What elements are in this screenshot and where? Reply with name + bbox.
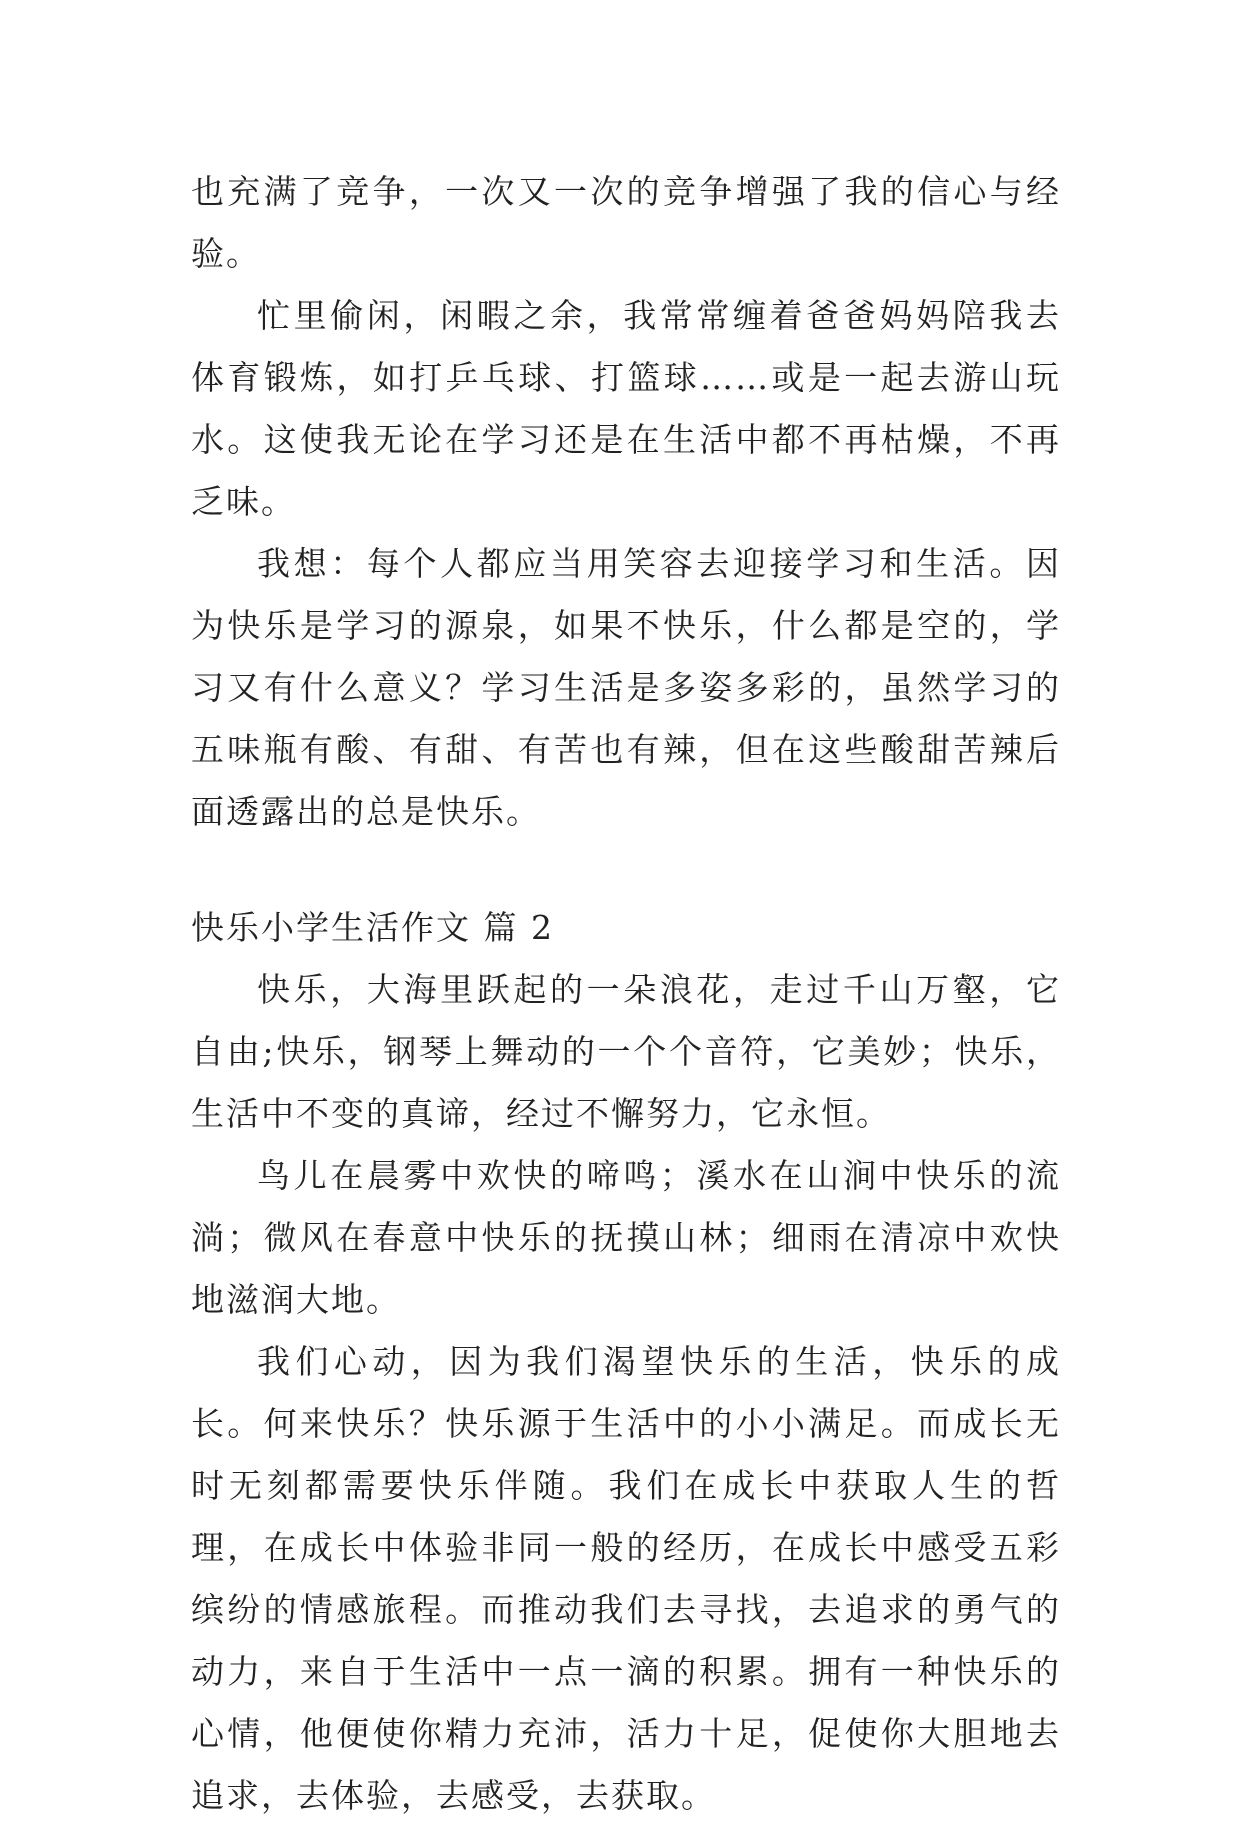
paragraph-growth: 我们心动，因为我们渴望快乐的生活，快乐的成长。何来快乐？快乐源于生活中的小小满足。而成长无时无刻都需要快乐伴随。我们在成长中获取人生的哲理，在成长中体验非同一般的经历，在成长中感受五彩缤纷的情感旅程。而推动我们去寻找，去追求的勇气的动力，来自于生活中一点一滴的积累。拥有一种快乐的心情，他便使你精力充沛，活力十足，促使你大胆地去追求，去体验，去感受，去获取。 [191, 1342, 1061, 1815]
paragraph-nature: 鸟儿在晨雾中欢快的啼鸣；溪水在山涧中快乐的流淌；微风在春意中快乐的抚摸山林；细雨在清凉中欢快地滋润大地。 [191, 1156, 1061, 1319]
document-body [191, 161, 1061, 1827]
paragraph-leisure: 忙里偷闲，闲暇之余，我常常缠着爸爸妈妈陪我去体育锻炼，如打乒乓球、打篮球……或是一起去游山玩水。这使我无论在学习还是在生活中都不再枯燥，不再乏味。 [191, 296, 1061, 521]
paragraph-thoughts: 我想：每个人都应当用笑容去迎接学习和生活。因为快乐是学习的源泉，如果不快乐，什么都是空的，学习又有什么意义？学习生活是多姿多彩的，虽然学习的五味瓶有酸、有甜、有苦也有辣，但在这些酸甜苦辣后面透露出的总是快乐。 [191, 544, 1061, 831]
paragraph-continuation: 也充满了竞争，一次又一次的竞争增强了我的信心与经验。 [191, 172, 1061, 273]
section-heading: 快乐小学生活作文 篇 2 [191, 908, 554, 947]
paragraph-happiness-metaphors: 快乐，大海里跃起的一朵浪花，走过千山万壑，它自由;快乐，钢琴上舞动的一个个音符，它美妙；快乐，生活中不变的真谛，经过不懈努力，它永恒。 [191, 970, 1061, 1133]
